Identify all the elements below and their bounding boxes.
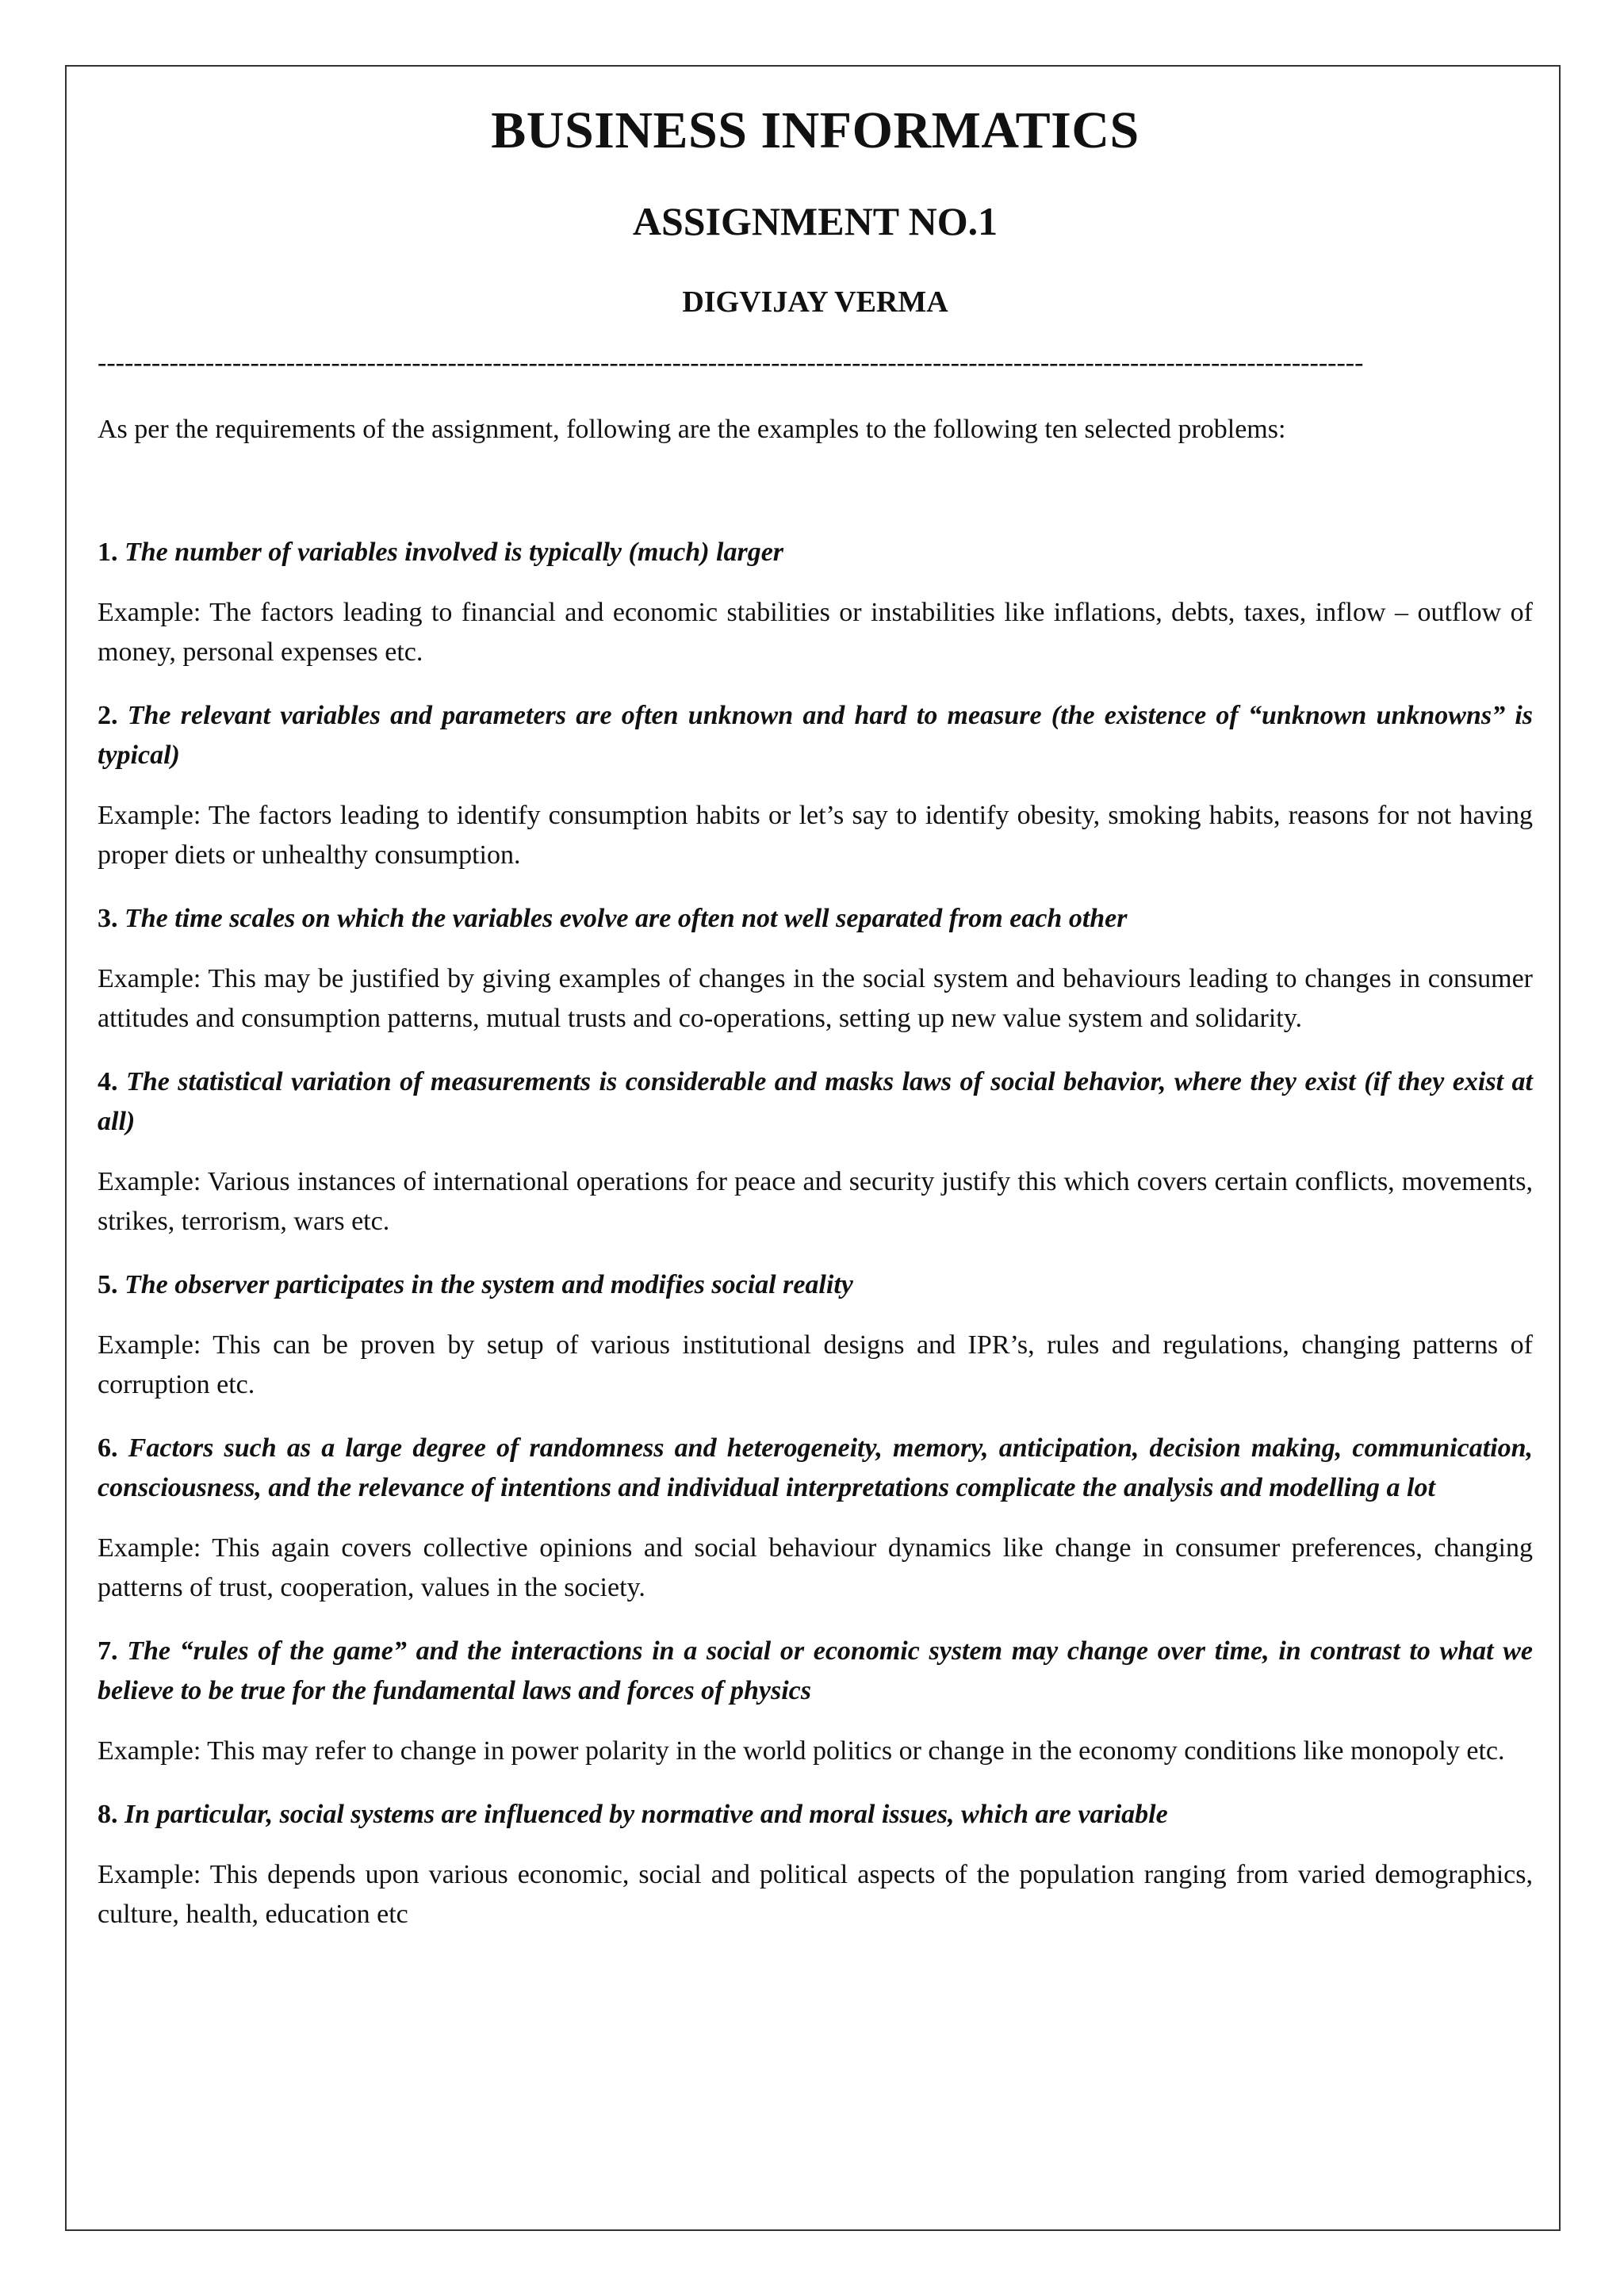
problem-title: The number of variables involved is typically (much) larger (124, 538, 784, 567)
problem-number: 5. (98, 1270, 118, 1299)
problem-example: Example: The factors leading to identify consumption habits or let’s say to identify obesity, smoking habits, reasons for not having proper diets or unhealthy consumption. (98, 801, 1533, 870)
problem-heading (98, 1265, 1533, 1305)
problem-heading (98, 533, 1533, 572)
problem-heading (98, 1632, 1533, 1711)
problem-title: The relevant variables and parameters are often unknown and hard to measure (the existence of “unknown unknowns” is typical) (98, 701, 1534, 770)
problem-title: The observer participates in the system and modifies social reality (124, 1270, 853, 1299)
problem-number: 8. (98, 1800, 118, 1829)
document-title: BUSINESS INFORMATICS (491, 101, 1139, 159)
problem-heading (98, 899, 1533, 939)
problem-number: 3. (98, 904, 118, 933)
problem-heading (98, 1795, 1533, 1835)
problem-example: Example: This can be proven by setup of various institutional designs and IPR’s, rules and regulations, changing patterns of corruption etc. (98, 1330, 1533, 1399)
problem-heading (98, 1062, 1533, 1142)
problem-number: 1. (98, 538, 118, 567)
problem-title: The “rules of the game” and the interactions in a social or economic system may change over time, in contrast to what we believe to be true for the fundamental laws and forces of physics (98, 1636, 1534, 1705)
problem-example: Example: This may refer to change in power polarity in the world politics or change in the economy conditions like monopoly etc. (98, 1736, 1505, 1766)
document-content (98, 95, 1533, 1958)
problem-item (98, 1265, 1533, 1405)
assignment-number: ASSIGNMENT NO.1 (632, 199, 998, 243)
problem-item (98, 533, 1533, 672)
problem-list (98, 533, 1533, 1934)
problem-example: Example: This again covers collective opinions and social behaviour dynamics like change in consumer preferences, changing patterns of trust, cooperation, values in the society. (98, 1533, 1533, 1602)
problem-title: The time scales on which the variables evolve are often not well separated from each other (124, 904, 1128, 933)
problem-item (98, 1429, 1533, 1608)
problem-item (98, 899, 1533, 1039)
problem-number: 6. (98, 1433, 118, 1463)
problem-number: 4. (98, 1067, 118, 1096)
problem-example: Example: This depends upon various economic, social and political aspects of the population ranging from varied demographics, culture, health, education etc (98, 1860, 1533, 1929)
problem-heading (98, 696, 1533, 775)
problem-example: Example: The factors leading to financial and economic stabilities or instabilities like inflations, debts, taxes, inflow – outflow of money, personal expenses etc. (98, 598, 1533, 667)
intro-paragraph: As per the requirements of the assignment, following are the examples to the following ten selected problems: (98, 415, 1286, 444)
problem-item (98, 696, 1533, 875)
problem-item (98, 1632, 1533, 1771)
problem-number: 7. (98, 1636, 118, 1666)
problem-title: The statistical variation of measurements is considerable and masks laws of social behavior, where they exist (if they exist at all) (98, 1067, 1533, 1136)
problem-title: In particular, social systems are influenced by normative and moral issues, which are variable (124, 1800, 1168, 1829)
problem-example: Example: This may be justified by giving examples of changes in the social system and behaviours leading to changes in consumer attitudes and consumption patterns, mutual trusts and co-operations, setting up new value system and solidarity. (98, 964, 1533, 1033)
problem-example: Example: Various instances of international operations for peace and security justify this which covers certain conflicts, movements, strikes, terrorism, wars etc. (98, 1167, 1533, 1236)
dashed-divider: --------------------------------------------------------------------------------------------------------------------------------------------- (98, 348, 1364, 377)
author-name: DIGVIJAY VERMA (682, 285, 948, 319)
problem-item (98, 1795, 1533, 1934)
problem-title: Factors such as a large degree of randomness and heterogeneity, memory, anticipation, decision making, communication, consciousness, and the relevance of intentions and individual interpretations complicate the analysis and modelling a lot (98, 1433, 1534, 1502)
problem-heading (98, 1429, 1533, 1508)
problem-number: 2. (98, 701, 118, 730)
problem-item (98, 1062, 1533, 1242)
